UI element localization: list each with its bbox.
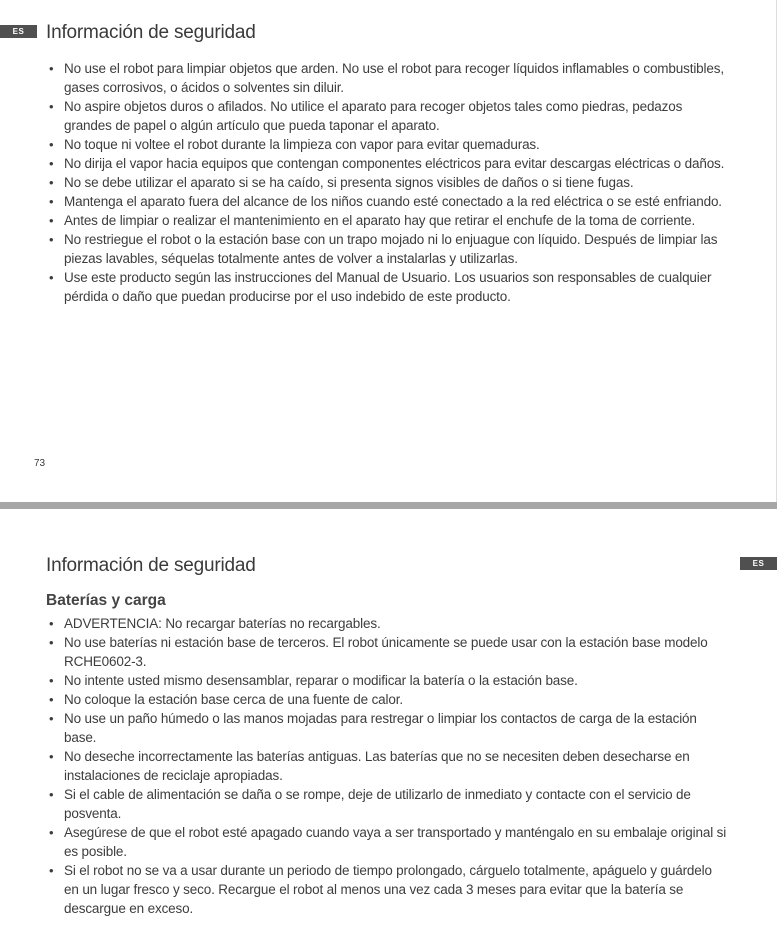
list-item xyxy=(46,230,730,268)
list-item-text: ADVERTENCIA: No recargar baterías no recargables. xyxy=(64,616,381,631)
bullet-icon: • xyxy=(49,99,54,114)
list-item-text: No dirija el vapor hacia equipos que contengan componentes eléctricos para evitar descargas eléctricas o daños. xyxy=(64,156,725,171)
list-item xyxy=(46,671,730,690)
section-title: Baterías y carga xyxy=(46,592,166,609)
list-item xyxy=(46,823,730,861)
list-item xyxy=(46,633,730,671)
battery-safety-list xyxy=(46,614,730,918)
list-item xyxy=(46,97,730,135)
bullet-icon: • xyxy=(49,137,54,152)
list-item-text: No toque ni voltee el robot durante la limpieza con vapor para evitar quemaduras. xyxy=(64,137,540,152)
bullet-icon: • xyxy=(49,749,54,764)
bullet-icon: • xyxy=(49,711,54,726)
page-title: Información de seguridad xyxy=(46,22,256,43)
list-item-text: No restriegue el robot o la estación base con un trapo mojado ni lo enjuague con líquido. Después de limpiar las piezas lavables, séquelas totalmente antes de volver a instalarlas y utilizarlas. xyxy=(64,232,718,266)
list-item-text: No deseche incorrectamente las baterías antiguas. Las baterías que no se necesiten deben desecharse en instalaciones de reciclaje apropiadas. xyxy=(64,749,690,783)
bullet-icon: • xyxy=(49,156,54,171)
list-item-text: Asegúrese de que el robot esté apagado cuando vaya a ser transportado y manténgalo en su embalaje original si es posible. xyxy=(64,825,727,859)
list-item xyxy=(46,709,730,747)
list-item xyxy=(46,154,730,173)
list-item-text: No use un paño húmedo o las manos mojadas para restregar o limpiar los contactos de carga de la estación base. xyxy=(64,711,697,745)
list-item xyxy=(46,59,730,97)
language-tab: ES xyxy=(0,25,37,38)
bullet-icon: • xyxy=(49,825,54,840)
language-tab: ES xyxy=(740,557,777,570)
bullet-icon: • xyxy=(49,194,54,209)
list-item xyxy=(46,135,730,154)
list-item xyxy=(46,747,730,785)
list-item xyxy=(46,173,730,192)
list-item xyxy=(46,690,730,709)
bullet-icon: • xyxy=(49,232,54,247)
bullet-icon: • xyxy=(49,673,54,688)
page-title: Información de seguridad xyxy=(46,555,256,576)
bullet-icon: • xyxy=(49,635,54,650)
list-item xyxy=(46,861,730,918)
bullet-icon: • xyxy=(49,863,54,878)
list-item-text: Use este producto según las instrucciones del Manual de Usuario. Los usuarios son responsables de cualquier pérdida o daño que puedan producirse por el uso indebido de este producto. xyxy=(64,270,712,304)
bullet-icon: • xyxy=(49,787,54,802)
list-item-text: Si el robot no se va a usar durante un periodo de tiempo prolongado, cárguelo totalmente, apáguelo y guárdelo en un lugar fresco y seco. Recargue el robot al menos una vez cada 3 meses para evitar que la batería se descargue en exceso. xyxy=(64,863,712,916)
bullet-icon: • xyxy=(49,61,54,76)
bullet-icon: • xyxy=(49,175,54,190)
list-item xyxy=(46,192,730,211)
list-item-text: No use el robot para limpiar objetos que arden. No use el robot para recoger líquidos inflamables o combustibles, gases corrosivos, o ácidos o solventes sin diluir. xyxy=(64,61,724,95)
list-item-text: No coloque la estación base cerca de una fuente de calor. xyxy=(64,692,403,707)
list-item xyxy=(46,268,730,306)
list-item-text: Antes de limpiar o realizar el mantenimiento en el aparato hay que retirar el enchufe de la toma de corriente. xyxy=(64,213,696,228)
bullet-icon: • xyxy=(49,616,54,631)
list-item-text: No aspire objetos duros o afilados. No utilice el aparato para recoger objetos tales como piedras, pedazos grandes de papel o algún artículo que pueda taponar el aparato. xyxy=(64,99,683,133)
list-item-text: No se debe utilizar el aparato si se ha caído, si presenta signos visibles de daños o si tiene fugas. xyxy=(64,175,634,190)
page-number: 73 xyxy=(34,458,46,469)
list-item-text: No use baterías ni estación base de terceros. El robot únicamente se puede usar con la estación base modelo RCHE0602-3. xyxy=(64,635,708,669)
bullet-icon: • xyxy=(49,692,54,707)
list-item xyxy=(46,785,730,823)
bullet-icon: • xyxy=(49,270,54,285)
safety-list xyxy=(46,59,730,306)
list-item xyxy=(46,211,730,230)
list-item-text: Mantenga el aparato fuera del alcance de los niños cuando esté conectado a la red eléctrica o se esté enfriando. xyxy=(64,194,722,209)
list-item-text: No intente usted mismo desensamblar, reparar o modificar la batería o la estación base. xyxy=(64,673,578,688)
bullet-icon: • xyxy=(49,213,54,228)
page-74 xyxy=(0,509,777,936)
page-divider xyxy=(0,502,777,509)
list-item xyxy=(46,614,730,633)
list-item-text: Si el cable de alimentación se daña o se rompe, deje de utilizarlo de inmediato y contacte con el servicio de posventa. xyxy=(64,787,691,821)
